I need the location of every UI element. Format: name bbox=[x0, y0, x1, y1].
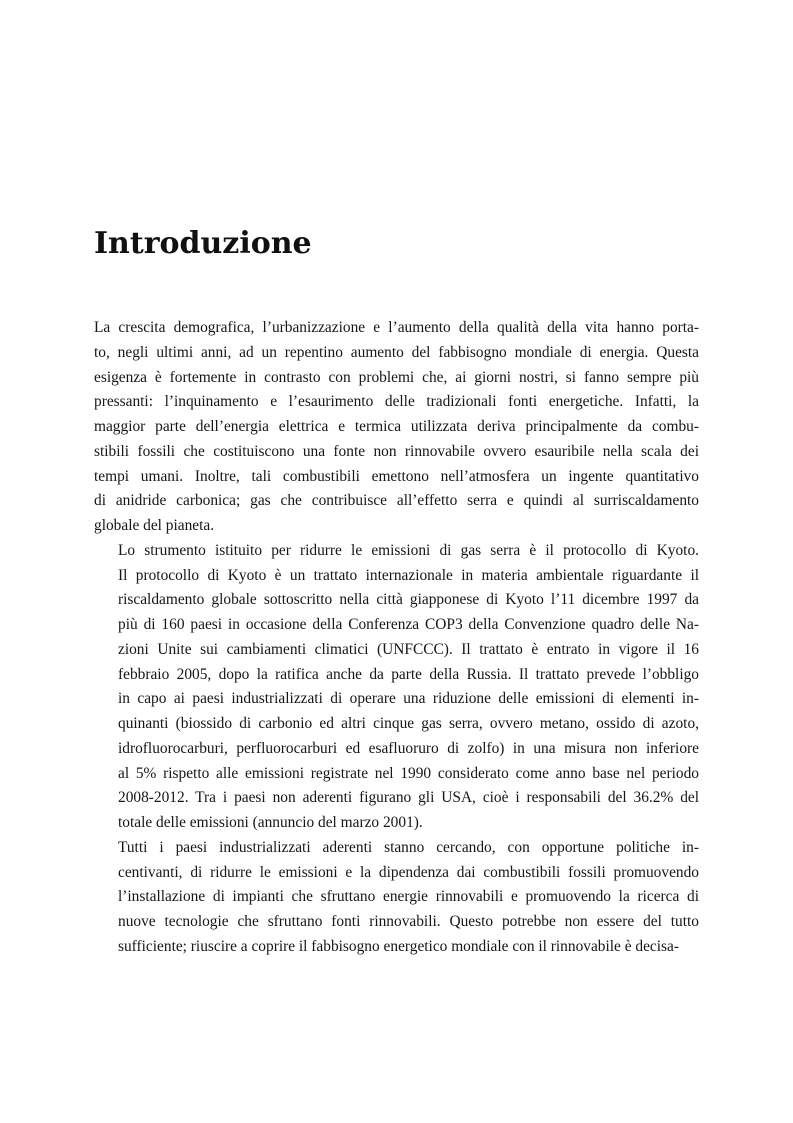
text-line: totale delle emissioni (annuncio del marzo 2001). bbox=[118, 814, 423, 831]
text-line: zioni Unite sui cambiamenti climatici (UNFCCC). Il trattato è entrato in vigore il 16 bbox=[118, 640, 699, 658]
body-text bbox=[94, 316, 699, 960]
text-line: riscaldamento globale sottoscritto nella città giapponese di Kyoto l’11 dicembre 1997 da bbox=[118, 591, 699, 609]
text-line: centivanti, di ridurre le emissioni e la dipendenza dai combustibili fossili promuovendo bbox=[118, 863, 699, 881]
text-line: La crescita demografica, l’urbanizzazione e l’aumento della qualità della vita hanno porta- bbox=[94, 319, 699, 336]
text-line: esigenza è fortemente in contrasto con problemi che, ai giorni nostri, si fanno sempre più bbox=[94, 368, 699, 386]
text-line: globale del pianeta. bbox=[94, 517, 215, 534]
text-line: l’installazione di impianti che sfruttano energie rinnovabili e promuovendo la ricerca di bbox=[118, 888, 699, 906]
text-line: tempi umani. Inoltre, tali combustibili emettono nell’atmosfera un ingente quantitativo bbox=[94, 467, 699, 485]
paragraph bbox=[94, 539, 699, 836]
text-line: Tutti i paesi industrializzati aderenti stanno cercando, con opportune politiche in- bbox=[118, 838, 699, 856]
chapter-title: Introduzione bbox=[94, 226, 312, 261]
text-line: Lo strumento istituito per ridurre le emissioni di gas serra è il protocollo di Kyoto. bbox=[118, 541, 699, 559]
text-line: al 5% rispetto alle emissioni registrate nel 1990 considerato come anno base nel periodo bbox=[118, 764, 699, 782]
paragraph bbox=[94, 316, 699, 539]
text-line: maggior parte dell’energia elettrica e termica utilizzata deriva principalmente da combu- bbox=[94, 418, 699, 435]
text-line: febbraio 2005, dopo la ratifica anche da parte della Russia. Il trattato prevede l’obbligo bbox=[118, 665, 699, 683]
text-line: to, negli ultimi anni, ad un repentino aumento del fabbisogno mondiale di energia. Questa bbox=[94, 343, 699, 361]
text-line: idrofluorocarburi, perfluorocarburi ed esafluoruro di zolfo) in una misura non inferiore bbox=[118, 739, 699, 757]
paragraph bbox=[94, 836, 699, 960]
text-line: in capo ai paesi industrializzati di operare una riduzione delle emissioni di elementi in- bbox=[118, 690, 699, 708]
text-line: nuove tecnologie che sfruttano fonti rinnovabili. Questo potrebbe non essere del tutto bbox=[118, 913, 699, 930]
text-line: stibili fossili che costituiscono una fonte non rinnovabile ovvero esauribile nella scala dei bbox=[94, 442, 699, 460]
text-line: sufficiente; riuscire a coprire il fabbisogno energetico mondiale con il rinnovabile è decisa- bbox=[118, 937, 679, 955]
text-line: quinanti (biossido di carbonio ed altri cinque gas serra, ovvero metano, ossido di azoto, bbox=[118, 715, 699, 732]
text-line: 2008-2012. Tra i paesi non aderenti figurano gli USA, cioè i responsabili del 36.2% del bbox=[118, 789, 699, 807]
text-line: di anidride carbonica; gas che contribuisce all’effetto serra e quindi al surriscaldamento bbox=[94, 492, 699, 510]
text-line: pressanti: l’inquinamento e l’esaurimento delle tradizionali fonti energetiche. Infatti, la bbox=[94, 393, 699, 411]
text-line: più di 160 paesi in occasione della Conferenza COP3 della Convenzione quadro delle Na- bbox=[118, 616, 699, 633]
text-line: Il protocollo di Kyoto è un trattato internazionale in materia ambientale riguardante il bbox=[118, 566, 699, 584]
